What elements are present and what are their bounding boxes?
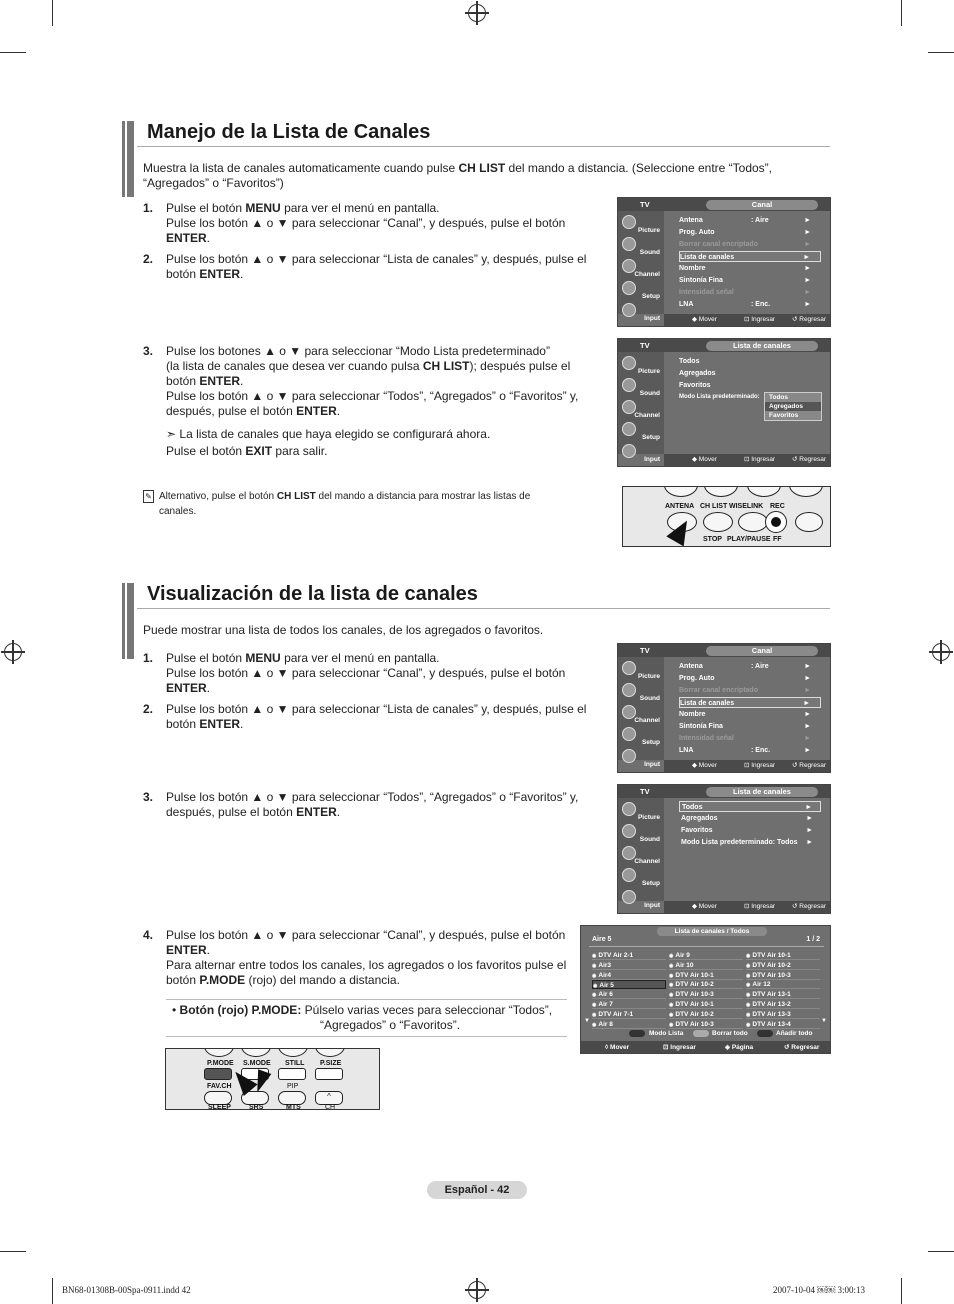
current-channel: Aire 5 — [592, 936, 612, 943]
osd-title: Lista de canales — [706, 787, 818, 797]
arrow-note: ➣ La lista de canales que haya elegido se configurará ahora. — [166, 427, 491, 441]
footer-mover: ◊ Mover — [605, 1044, 630, 1051]
osd-side-picture: Picture — [620, 800, 662, 822]
osd-item: Antena : Aire ► — [679, 217, 811, 224]
registration-mark-icon — [4, 643, 22, 661]
tv-osd-lista-canales — [617, 784, 831, 914]
remote-pmode-image: P.MODE S.MODE STILL P.SIZE FAV.CH PIP ^ SLEEP SRS MTS CH — [165, 1048, 380, 1110]
osd-popup: Todos Agregados Favoritos — [764, 392, 822, 421]
channel-icon: ◉ — [669, 953, 674, 959]
osd-item: LNA : Enc. ► — [679, 301, 811, 308]
osd-side-channel: Channel — [620, 257, 662, 279]
input-icon — [622, 890, 636, 904]
osd-side-input: Input — [620, 442, 662, 464]
channel-item: ◉ DTV Air 10-3 — [746, 971, 820, 980]
setup-icon — [622, 281, 636, 295]
channel-item: ◉ DTV Air 10-2 — [669, 1010, 743, 1019]
channel-icon: ◉ — [592, 972, 597, 979]
channel-item: ◉ Air 12 — [746, 980, 820, 989]
osd-side-input: Input — [620, 747, 662, 769]
channel-item: ◉ DTV Air 13-1 — [746, 990, 820, 999]
channel-icon: ◉ — [669, 972, 674, 979]
channel-item: ◉ DTV Air 10-1 — [669, 1000, 743, 1009]
channel-item: ◉ DTV Air 7-1 — [592, 1010, 666, 1019]
remote-ch-list-image — [622, 486, 831, 547]
sound-icon — [622, 237, 636, 251]
section-title: Visualización de la lista de canales — [147, 583, 478, 605]
print-info-right: 2007-10-04 ￼￼ 3:00:13 — [773, 1285, 865, 1295]
osd-item: Sintonía Fina ► — [679, 277, 811, 284]
osd-side-picture: Picture — [620, 659, 662, 681]
channel-icon: ◉ — [592, 953, 597, 959]
setup-icon — [622, 727, 636, 741]
remote-label: PIP — [287, 1083, 299, 1090]
step-text: Pulse los botón ▲ o ▼ para seleccionar “Lista de canales” y, después, pulse el botón ENTER. — [166, 702, 587, 731]
registration-mark-icon — [932, 643, 950, 661]
channel-item: ◉ DTV Air 13-3 — [746, 1010, 820, 1019]
channel-item: ◉ Air 5 — [592, 980, 666, 989]
osd-item: Favoritos ► — [681, 827, 813, 834]
channel-item: ◉ DTV Air 10-1 — [746, 951, 820, 960]
channel-item: ◉ DTV Air 2-1 — [592, 951, 666, 960]
channel-item: ◉ DTV Air 10-2 — [669, 980, 743, 989]
bullet-pmode-cont: “Agregados” o “Favoritos”. — [320, 1018, 461, 1032]
step-text: Pulse el botón MENU para ver el menú en pantalla. Pulse los botón ▲ o ▼ para seleccionar “Canal”, y después, pulse el botón ENTER. — [166, 201, 566, 245]
osd-item: Nombre ► — [679, 265, 811, 272]
osd-side-sound: Sound — [620, 376, 662, 398]
osd-item: Prog. Auto ► — [679, 675, 811, 682]
channel-item: ◉ Air 9 — [669, 951, 743, 960]
step-number: 1. — [143, 201, 154, 215]
osd-footer: ◆ Mover ⊡ Ingresar ↺ Regresar — [664, 454, 830, 466]
input-icon — [622, 303, 636, 317]
page-number: Español - 42 — [427, 1181, 527, 1199]
remote-label: S.MODE — [243, 1060, 271, 1067]
channel-icon: ◉ — [746, 953, 751, 959]
osd-side-sound: Sound — [620, 235, 662, 257]
channel-item: ◉ DTV Air 10-3 — [669, 990, 743, 999]
remote-label: PLAY/PAUSE — [727, 536, 771, 543]
channel-icon: ◉ — [669, 962, 674, 969]
osd-item: Agregados ► — [681, 815, 813, 822]
osd-side-setup: Setup — [620, 725, 662, 747]
channel-icon: ◉ — [746, 1021, 751, 1028]
setup-icon — [622, 868, 636, 882]
step-number: 1. — [143, 651, 154, 665]
osd-tv-label: TV — [640, 646, 650, 655]
osd-side-input: Input — [620, 301, 662, 323]
channel-item: ◉ DTV Air 13-2 — [746, 1000, 820, 1009]
channel-icon: ◉ — [669, 1011, 674, 1018]
osd-item: Nombre ► — [679, 711, 811, 718]
remote-label: WISELINK — [729, 503, 764, 510]
step-number: 3. — [143, 344, 154, 358]
sound-icon — [622, 824, 636, 838]
channel-item: ◉ Air 7 — [592, 1000, 666, 1009]
osd-item: Borrar canal encriptado ► — [679, 687, 811, 694]
osd-side-sound: Sound — [620, 822, 662, 844]
step-text: Pulse los botón ▲ o ▼ para seleccionar “Todos”, “Agregados” o “Favoritos” y, después, pulse el botón ENTER. — [166, 790, 579, 819]
channel-item: ◉ Air4 — [592, 971, 666, 980]
remote-label: P.MODE — [207, 1060, 234, 1067]
channel-item: ◉ Air 6 — [592, 990, 666, 999]
remote-label: SLEEP — [208, 1104, 231, 1110]
channel-icon: ◉ — [746, 1011, 751, 1018]
tv-osd-lista-canales — [617, 338, 831, 467]
remote-label: STOP — [703, 536, 722, 543]
osd-side-channel: Channel — [620, 844, 662, 866]
sound-icon — [622, 378, 636, 392]
picture-icon — [622, 356, 636, 370]
sound-icon — [622, 683, 636, 697]
section-title: Manejo de la Lista de Canales — [147, 121, 431, 143]
picture-icon — [622, 661, 636, 675]
osd-item: Intensidad señal ► — [679, 735, 811, 742]
channel-item: ◉ DTV Air 13-4 — [746, 1020, 820, 1029]
osd-footer: ◆ Mover ⊡ Ingresar ↺ Regresar — [664, 760, 830, 772]
step-number: 2. — [143, 702, 154, 716]
channel-item: ◉ DTV Air 10-1 — [669, 971, 743, 980]
channel-icon: ◉ — [669, 982, 674, 989]
channel-icon: ◉ — [592, 1011, 597, 1018]
osd-side-setup: Setup — [620, 420, 662, 442]
channel-icon: ◉ — [746, 982, 751, 989]
osd-side-channel: Channel — [620, 398, 662, 420]
picture-icon — [622, 215, 636, 229]
channel-item: ◉ DTV Air 10-2 — [746, 961, 820, 970]
osd-title: Lista de canales — [706, 341, 818, 351]
step-text: Pulse el botón MENU para ver el menú en pantalla. Pulse los botón ▲ o ▼ para seleccionar “Canal”, y después, pulse el botón ENTER. — [166, 651, 566, 695]
step-number: 4. — [143, 928, 154, 942]
osd-item: Lista de canales ► — [679, 251, 821, 262]
remote-label: MTS — [286, 1104, 301, 1110]
input-icon — [622, 749, 636, 763]
osd-tv-label: TV — [640, 200, 650, 209]
channel-icon: ◉ — [592, 992, 597, 999]
channel-icon: ◉ — [669, 992, 674, 999]
channel-icon: ◉ — [592, 1002, 597, 1008]
osd-item: Antena : Aire ► — [679, 663, 811, 670]
remote-label: REC — [770, 503, 785, 510]
remote-label: ANTENA — [665, 503, 695, 510]
alt-note: Alternativo, pulse el botón CH LIST del mando a distancia para mostrar las listas de canales. — [159, 491, 531, 517]
footer-ingresar: ⊡ Ingresar — [663, 1044, 696, 1051]
channel-icon: ◉ — [746, 1002, 751, 1008]
osd-item: Agregados — [679, 370, 716, 377]
setup-icon — [622, 422, 636, 436]
exit-line: Pulse el botón EXIT para salir. — [166, 444, 328, 458]
channel-icon: ◉ — [592, 962, 597, 969]
step-text: Pulse los botón ▲ o ▼ para seleccionar “Lista de canales” y, después, pulse el botón ENTER. — [166, 252, 587, 281]
osd-side-picture: Picture — [620, 213, 662, 235]
print-info-left: BN68-01308B-00Spa-0911.indd 42 — [62, 1285, 191, 1295]
osd-side-setup: Setup — [620, 279, 662, 301]
osd-side-input: Input — [620, 888, 662, 910]
remote-label: CH — [325, 1104, 336, 1110]
osd-item: Modo Lista predeterminado: — [679, 394, 760, 400]
channel-icon: ◉ — [669, 1002, 674, 1008]
channel-icon: ◉ — [746, 992, 751, 999]
osd-item: Borrar canal encriptado ► — [679, 241, 811, 248]
note-arrow-icon: ➣ — [166, 427, 177, 441]
picture-icon — [622, 802, 636, 816]
btn-anadir-todo: Añadir todo — [776, 1030, 813, 1037]
osd-tv-label: TV — [640, 341, 650, 350]
channel-icon: ◉ — [593, 983, 598, 990]
osd-side-picture: Picture — [620, 354, 662, 376]
osd-item: Modo Lista predeterminado: Todos ► — [681, 839, 813, 846]
step-number: 3. — [143, 790, 154, 804]
section-intro: Muestra la lista de canales automaticamente cuando pulse CH LIST del mando a distancia. (Seleccione entre “Todos”, “Agregados” o “Favoritos”) — [143, 161, 772, 190]
osd-item: Todos ► — [679, 801, 821, 812]
remote-label: SRS — [249, 1104, 264, 1110]
osd-side-sound: Sound — [620, 681, 662, 703]
osd-item: Sintonía Fina ► — [679, 723, 811, 730]
remote-label: FF — [773, 536, 782, 543]
step-text: Pulse los botón ▲ o ▼ para seleccionar “Canal”, y después, pulse el botón ENTER. Para alternar entre todos los canales, los agregados o los favoritos pulse el botón P.MODE (rojo) del mando a distancia. — [166, 928, 567, 987]
channel-icon: ◉ — [746, 962, 751, 969]
footer-pagina: ◈ Página — [725, 1044, 754, 1051]
tv-osd-canal — [617, 197, 831, 327]
osd-item: Intensidad señal ► — [679, 289, 811, 296]
channel-item: ◉ Air3 — [592, 961, 666, 970]
input-icon — [622, 444, 636, 458]
step-text: Pulse los botones ▲ o ▼ para seleccionar “Modo Lista predeterminado” (la lista de canales que desea ver cuando pulsa CH LIST); después pulse el botón ENTER. Pulse los botón ▲ o ▼ para seleccionar “Todos”, “Agregados” o “Favoritos” y, después, pulse el botón ENTER. — [166, 344, 579, 418]
remote-label: CH LIST — [700, 503, 728, 510]
step-number: 2. — [143, 252, 154, 266]
osd-item: Todos — [679, 358, 700, 365]
osd-side-channel: Channel — [620, 703, 662, 725]
registration-mark-icon — [468, 1281, 486, 1299]
remote-label: STILL — [285, 1060, 305, 1067]
osd-item: LNA : Enc. ► — [679, 747, 811, 754]
bullet-pmode: • Botón (rojo) P.MODE: Púlselo varias veces para seleccionar “Todos”, — [172, 1003, 553, 1017]
osd-side-setup: Setup — [620, 866, 662, 888]
channel-icon: ◉ — [746, 972, 751, 979]
osd-footer: ◆ Mover ⊡ Ingresar ↺ Regresar — [664, 901, 830, 913]
remote-label: P.SIZE — [320, 1060, 342, 1067]
osd-item: Favoritos — [679, 382, 711, 389]
section-intro: Puede mostrar una lista de todos los canales, de los agregados o favoritos. — [143, 623, 544, 637]
tv-osd-canal — [617, 643, 831, 773]
osd-title: Canal — [706, 646, 818, 656]
osd-item: Lista de canales ► — [679, 697, 821, 708]
channel-icon: ◉ — [669, 1021, 674, 1028]
note-icon: ✎ — [143, 490, 154, 503]
channel-list-osd: Lista de canales / Todos Aire 5 1 / 2 ◉ DTV Air 2-1 ◉ Air3 ◉ Air4 ◉ Air 5 ◉ Air 6 ◉ Air 7 ◉ DTV Air 7-1 ◉ Air 8 ◉ Air 9 ◉ Air 10 ◉ DTV Air 10-1 ◉ DTV Air 10-2 ◉ DTV Air 10-3 ◉ DTV Air 10-1 ◉ DTV Air 10-2 ◉ DTV Air 10-3 ◉ DTV Air 10-1 ◉ DTV Air 10-2 ◉ DTV Air 10-3 ◉ Air 12 ◉ DTV Air 13-1 ◉ DTV Air 13-2 ◉ DTV Air 13-3 ◉ DTV Air 13-4 ▼ ▼ Modo Lista Borrar todo Añadir todo ◊ Mover ⊡ Ingresar ◈ Página ↺ Regresar — [580, 925, 831, 1054]
channel-item: ◉ Air 8 — [592, 1020, 666, 1029]
osd-footer: ◆ Mover ⊡ Ingresar ↺ Regresar — [664, 314, 830, 326]
channel-item: ◉ DTV Air 10-3 — [669, 1020, 743, 1029]
page-indicator: 1 / 2 — [806, 936, 820, 943]
btn-modo-lista: Modo Lista — [649, 1030, 684, 1037]
channel-icon: ◉ — [592, 1021, 597, 1028]
footer-regresar: ↺ Regresar — [784, 1044, 820, 1051]
remote-label: FAV.CH — [207, 1083, 232, 1090]
osd-item: Prog. Auto ► — [679, 229, 811, 236]
btn-borrar-todo: Borrar todo — [712, 1030, 748, 1037]
osd-tv-label: TV — [640, 787, 650, 796]
channel-item: ◉ Air 10 — [669, 961, 743, 970]
registration-mark-icon — [468, 4, 486, 22]
osd-title: Canal — [706, 200, 818, 210]
channel-list-title: Lista de canales / Todos — [657, 927, 767, 936]
